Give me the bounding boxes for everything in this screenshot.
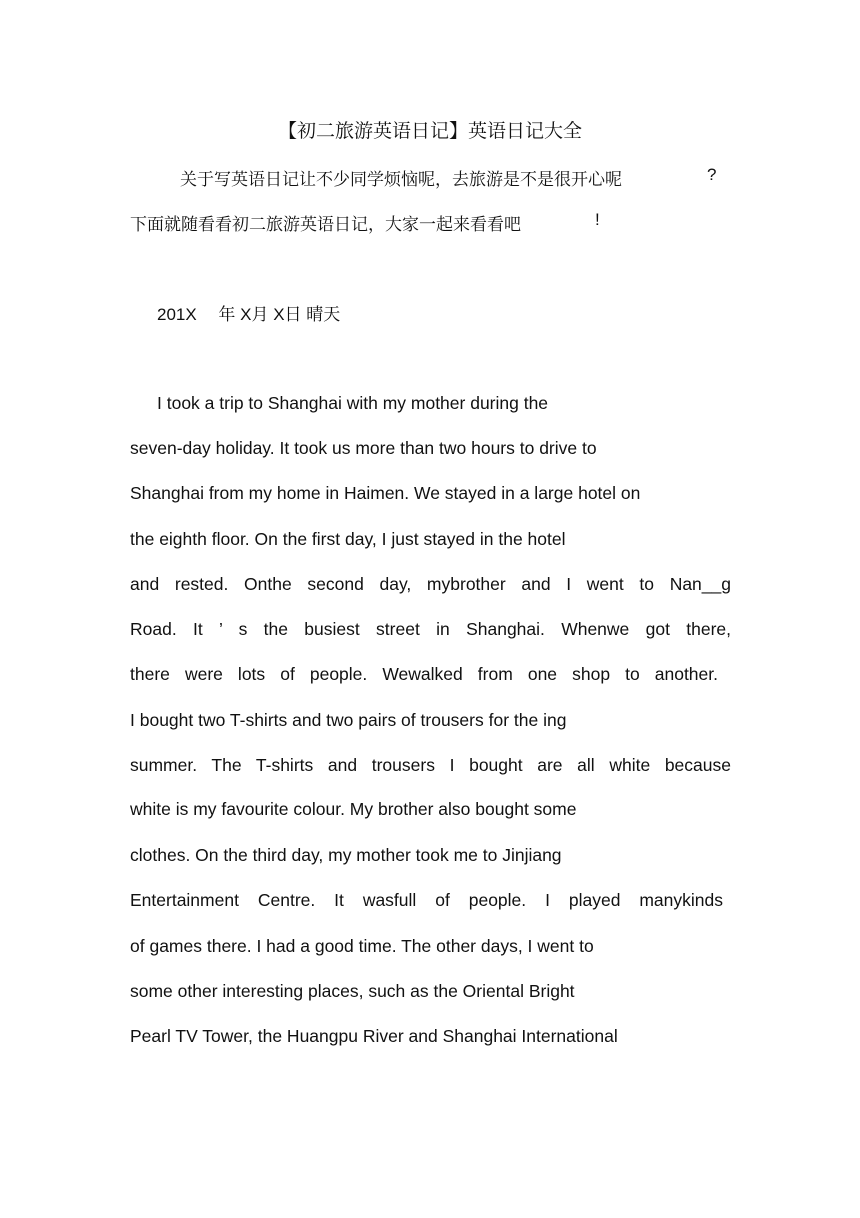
body-line: I bought two T-shirts and two pairs of trousers for the ing — [130, 710, 567, 730]
body-line: clothes. On the third day, my mother took me to Jinjiang — [130, 845, 562, 865]
document-title: 【初二旅游英语日记】英语日记大全 — [277, 120, 582, 142]
body-line: the eighth floor. On the first day, I just stayed in the hotel — [130, 529, 566, 549]
body-line: Shanghai from my home in Haimen. We stayed in a large hotel on — [130, 483, 641, 503]
intro-line-2: 下面就随看看初二旅游英语日记，大家一起来看看吧 — [130, 215, 521, 235]
body-line: Entertainment Centre. It wasfull of people. I played manykinds — [130, 890, 723, 910]
body-line: some other interesting places, such as the Oriental Bright — [130, 981, 575, 1001]
body-line: of games there. I had a good time. The other days, I went to — [130, 936, 594, 956]
body-line: white is my favourite colour. My brother also bought some — [130, 799, 577, 819]
body-line: and rested. Onthe second day, mybrother and I went to Nan__g — [130, 574, 731, 594]
body-line: Pearl TV Tower, the Huangpu River and Shanghai International — [130, 1026, 618, 1046]
intro-line-2-exclamation-mark: ! — [595, 210, 600, 229]
intro-line-1: 关于写英语日记让不少同学烦恼呢，去旅游是不是很开心呢 — [180, 170, 622, 190]
body-line: Road. It ’ s the busiest street in Shanghai. Whenwe got there, — [130, 619, 731, 639]
body-line: seven-day holiday. It took us more than two hours to drive to — [130, 438, 597, 458]
body-line: there were lots of people. Wewalked from one shop to another. — [130, 664, 718, 684]
intro-line-1-question-mark: ? — [707, 165, 717, 184]
body-line: summer. The T-shirts and trousers I bought are all white because — [130, 755, 731, 775]
diary-date-line: 201X 年 X月 X日 晴天 — [157, 305, 341, 324]
body-line: I took a trip to Shanghai with my mother during the — [157, 393, 549, 413]
